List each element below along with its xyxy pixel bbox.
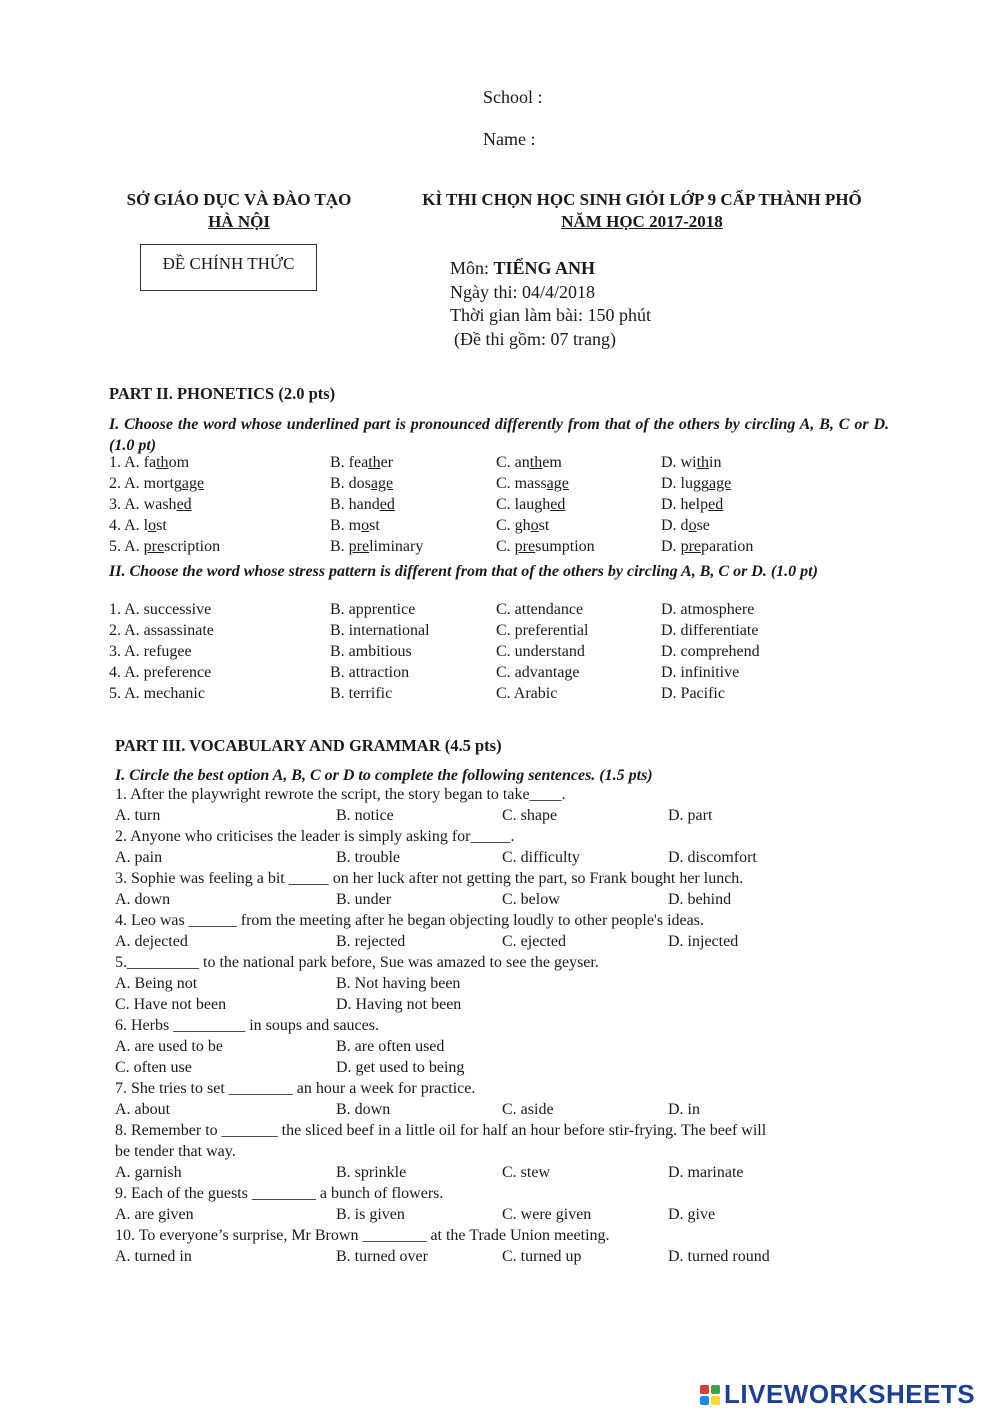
stress-option[interactable]: B. attraction: [330, 664, 410, 681]
answer-option[interactable]: A. turn: [115, 807, 161, 824]
stress-option[interactable]: 5. A. mechanic: [109, 685, 205, 702]
stress-option[interactable]: 2. A. assassinate: [109, 622, 214, 639]
phonetics-option[interactable]: D. luggage: [661, 475, 732, 492]
answer-option[interactable]: C. shape: [502, 807, 558, 824]
liveworksheets-icon: [700, 1385, 720, 1405]
part2-section1-instruction: I. Choose the word whose underlined part is pronounced differently from that of the others by circling A, B, C or D. (1.0 pt): [109, 416, 889, 454]
phonetics-option[interactable]: B. most: [330, 517, 380, 534]
exam-title: KÌ THI CHỌN HỌC SINH GIỎI LỚP 9 CẤP THÀNH PHỐ NĂM HỌC 2017-2018: [422, 190, 862, 231]
answer-option[interactable]: C. aside: [502, 1101, 554, 1118]
answer-option[interactable]: D. turned round: [668, 1248, 770, 1265]
phonetics-option[interactable]: B. dosage: [330, 475, 394, 492]
part2-title: PART II. PHONETICS (2.0 pts): [109, 384, 336, 403]
phonetics-option[interactable]: 4. A. lost: [109, 517, 167, 534]
underlined-part: th: [696, 454, 710, 471]
answer-option[interactable]: D. discomfort: [668, 849, 757, 866]
underlined-part: pre: [143, 538, 165, 555]
underlined-part: pre: [514, 538, 536, 555]
stress-option[interactable]: D. infinitive: [661, 664, 740, 681]
liveworksheets-text: LIVEWORKSHEETS: [724, 1379, 976, 1409]
phonetics-option[interactable]: B. feather: [330, 454, 394, 471]
answer-option[interactable]: B. turned over: [336, 1248, 428, 1265]
answer-option[interactable]: D. in: [668, 1101, 700, 1118]
answer-option[interactable]: B. notice: [336, 807, 394, 824]
answer-option[interactable]: B. are often used: [336, 1038, 445, 1055]
underlined-part: age: [546, 475, 569, 492]
phonetics-option[interactable]: D. preparation: [661, 538, 754, 555]
question-text-continued: be tender that way.: [115, 1143, 236, 1160]
stress-option[interactable]: D. Pacific: [661, 685, 725, 702]
stress-option[interactable]: C. advantage: [496, 664, 580, 681]
answer-option[interactable]: B. under: [336, 891, 392, 908]
phonetics-option[interactable]: 5. A. prescription: [109, 538, 221, 555]
phonetics-option[interactable]: C. presumption: [496, 538, 595, 555]
stress-option[interactable]: B. apprentice: [330, 601, 416, 618]
stress-option[interactable]: B. international: [330, 622, 430, 639]
answer-option[interactable]: B. rejected: [336, 933, 406, 950]
exam-duration: Thời gian làm bài: 150 phút: [450, 305, 651, 325]
stress-option[interactable]: 1. A. successive: [109, 601, 212, 618]
exam-meta: [450, 257, 651, 351]
question-text: 5._________ to the national park before, Sue was amazed to see the geyser.: [115, 954, 599, 971]
stress-option[interactable]: B. ambitious: [330, 643, 412, 660]
phonetics-option[interactable]: B. handed: [330, 496, 395, 513]
underlined-part: o: [148, 517, 157, 534]
answer-option[interactable]: C. often use: [115, 1059, 192, 1076]
name-label: Name :: [483, 129, 536, 149]
answer-option[interactable]: B. sprinkle: [336, 1164, 407, 1181]
underlined-part: ed: [176, 496, 192, 513]
question-text: 10. To everyone’s surprise, Mr Brown ________ at the Trade Union meeting.: [115, 1227, 610, 1244]
underlined-part: ed: [379, 496, 395, 513]
answer-option[interactable]: D. marinate: [668, 1164, 744, 1181]
underlined-part: o: [530, 517, 539, 534]
answer-option[interactable]: B. is given: [336, 1206, 405, 1223]
answer-option[interactable]: C. below: [502, 891, 560, 908]
answer-option[interactable]: C. were given: [502, 1206, 592, 1223]
underlined-part: age: [181, 475, 205, 492]
stress-option[interactable]: B. terrific: [330, 685, 393, 702]
underlined-part: ed: [708, 496, 724, 513]
part2-section2-instruction: II. Choose the word whose stress pattern is different from that of the others by circling A, B, C or D. (1.0 pt): [109, 563, 818, 580]
answer-option[interactable]: B. trouble: [336, 849, 400, 866]
answer-option[interactable]: A. down: [115, 891, 171, 908]
answer-option[interactable]: D. injected: [668, 933, 739, 950]
phonetics-option[interactable]: D. within: [661, 454, 722, 471]
phonetics-option[interactable]: C. laughed: [496, 496, 566, 513]
answer-option[interactable]: D. part: [668, 807, 713, 824]
stress-option[interactable]: 3. A. refugee: [109, 643, 192, 660]
underlined-part: ed: [550, 496, 566, 513]
answer-option[interactable]: C. stew: [502, 1164, 550, 1181]
answer-option[interactable]: A. Being not: [115, 975, 198, 992]
stress-option[interactable]: D. atmosphere: [661, 601, 755, 618]
subject-line: Môn: TIẾNG ANH: [450, 258, 596, 278]
answer-option[interactable]: D. get used to being: [336, 1059, 465, 1076]
answer-option[interactable]: D. give: [668, 1206, 716, 1223]
underlined-part: th: [368, 454, 381, 471]
answer-option[interactable]: A. turned in: [115, 1248, 192, 1265]
question-text: 4. Leo was ______ from the meeting after he began objecting loudly to other people's ideas.: [115, 912, 704, 929]
phonetics-option[interactable]: 1. A. fathom: [109, 454, 190, 471]
stress-option[interactable]: 4. A. preference: [109, 664, 212, 681]
answer-option[interactable]: A. are given: [115, 1206, 194, 1223]
phonetics-option[interactable]: D. helped: [661, 496, 724, 513]
phonetics-option[interactable]: 3. A. washed: [109, 496, 192, 513]
question-text: 7. She tries to set ________ an hour a week for practice.: [115, 1080, 476, 1097]
stress-option[interactable]: C. preferential: [496, 622, 589, 639]
question-text: 2. Anyone who criticises the leader is simply asking for_____.: [115, 828, 515, 845]
underlined-part: o: [361, 517, 370, 534]
question-text: 6. Herbs _________ in soups and sauces.: [115, 1017, 379, 1034]
question-text: 8. Remember to _______ the sliced beef in a little oil for half an hour before stir-frying. The beef will: [115, 1122, 767, 1139]
underlined-part: th: [529, 454, 543, 471]
answer-option[interactable]: A. are used to be: [115, 1038, 223, 1055]
official-exam-box: ĐỀ CHÍNH THỨC: [140, 244, 317, 291]
part3-title: PART III. VOCABULARY AND GRAMMAR (4.5 pts): [115, 736, 502, 755]
stress-option[interactable]: C. Arabic: [496, 685, 558, 702]
phonetics-option[interactable]: C. ghost: [496, 517, 550, 534]
underlined-part: age: [709, 475, 732, 492]
stress-option[interactable]: D. differentiate: [661, 622, 759, 639]
phonetics-option[interactable]: C. anthem: [496, 454, 562, 471]
answer-option[interactable]: C. Have not been: [115, 996, 227, 1013]
stress-option[interactable]: C. understand: [496, 643, 585, 660]
underlined-part: pre: [680, 538, 701, 555]
question-text: 3. Sophie was feeling a bit _____ on her luck after not getting the part, so Frank bought her lunch.: [115, 870, 744, 887]
phonetics-option[interactable]: D. dose: [661, 517, 710, 534]
stress-option[interactable]: D. comprehend: [661, 643, 760, 660]
school-label: School :: [483, 87, 543, 107]
answer-option[interactable]: A. about: [115, 1101, 171, 1118]
underlined-part: age: [370, 475, 394, 492]
answer-option[interactable]: D. behind: [668, 891, 732, 908]
answer-option[interactable]: C. turned up: [502, 1248, 582, 1265]
question-text: 9. Each of the guests ________ a bunch of flowers.: [115, 1185, 444, 1202]
answer-option[interactable]: C. ejected: [502, 933, 566, 950]
answer-option[interactable]: C. difficulty: [502, 849, 580, 866]
exam-pages: (Đề thi gồm: 07 trang): [454, 328, 616, 349]
underlined-part: th: [156, 454, 169, 471]
answer-option[interactable]: B. Not having been: [336, 975, 461, 992]
liveworksheets-logo: [700, 1379, 975, 1410]
answer-option[interactable]: A. pain: [115, 849, 163, 866]
answer-option[interactable]: A. garnish: [115, 1164, 182, 1181]
answer-option[interactable]: D. Having not been: [336, 996, 462, 1013]
phonetics-option[interactable]: B. preliminary: [330, 538, 424, 555]
stress-option[interactable]: C. attendance: [496, 601, 584, 618]
phonetics-option[interactable]: 2. A. mortgage: [109, 475, 205, 492]
part3-instruction: I. Circle the best option A, B, C or D to complete the following sentences. (1.5 pts): [115, 767, 653, 784]
answer-option[interactable]: B. down: [336, 1101, 391, 1118]
underlined-part: pre: [348, 538, 370, 555]
underlined-part: o: [688, 517, 697, 534]
exam-date: Ngày thi: 04/4/2018: [450, 281, 595, 302]
subject-value: TIẾNG ANH: [493, 258, 596, 278]
phonetics-option[interactable]: C. massage: [496, 475, 569, 492]
department-name: SỞ GIÁO DỤC VÀ ĐÀO TẠO HÀ NỘI: [126, 190, 352, 231]
answer-option[interactable]: A. dejected: [115, 933, 188, 950]
question-text: 1. After the playwright rewrote the script, the story began to take____.: [115, 786, 566, 803]
